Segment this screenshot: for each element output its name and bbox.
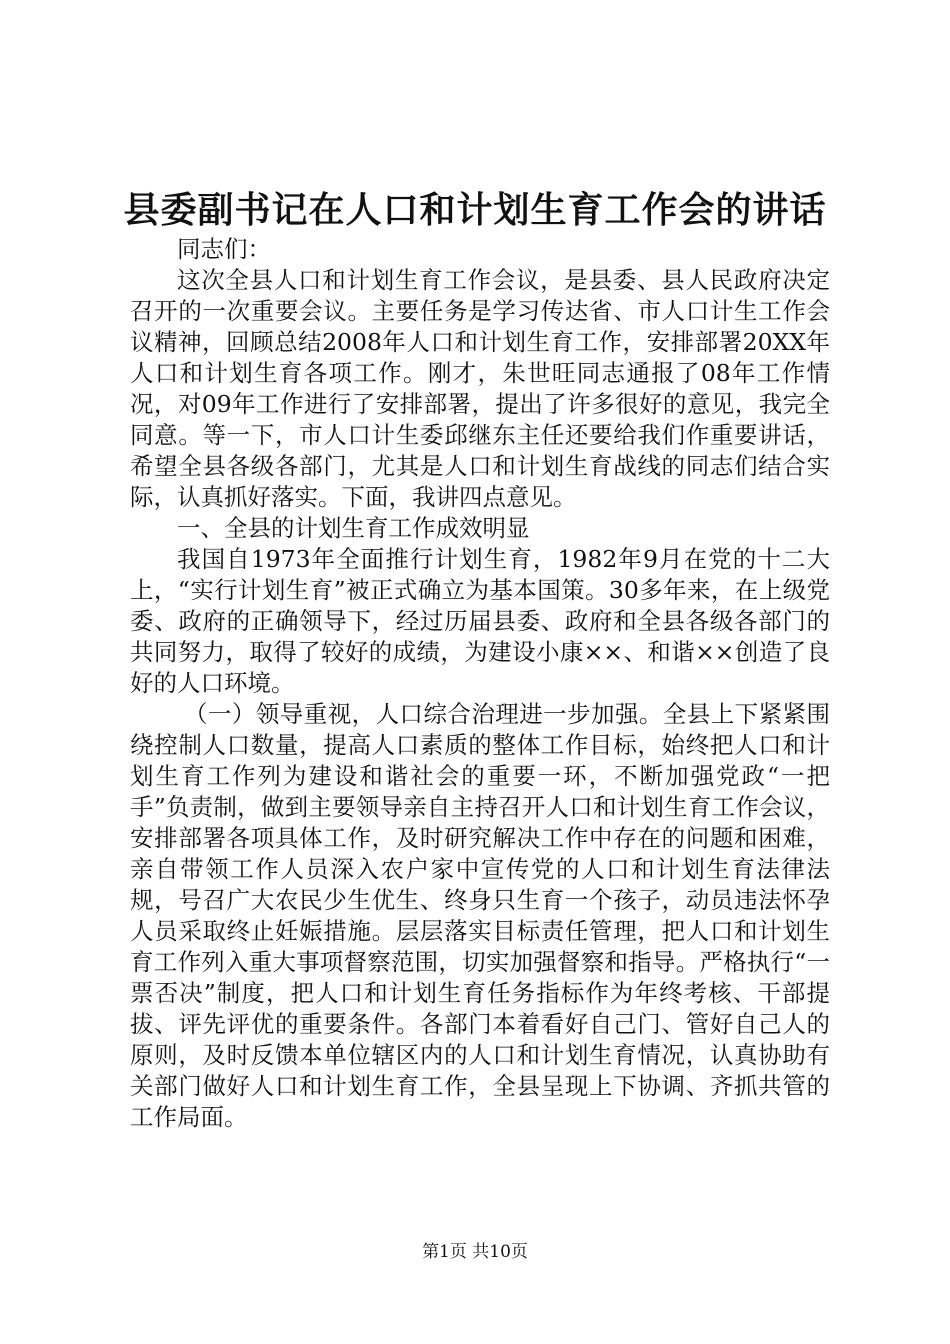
salutation: 同志们： xyxy=(177,235,271,263)
page-number: 第1页 共10页 xyxy=(422,1242,528,1262)
section-heading-1: 一、全县的计划生育工作成效明显 xyxy=(177,514,530,542)
paragraph-intro: 这次全县人口和计划生育工作会议，是县委、县人民政府决定召开的一次重要会议。主要任务是学习传达省、市人口计生工作会议精神，回顾总结2008年人口和计划生育工作，安排部署20XX年人口和计划生育各项工作。刚才，朱世旺同志通报了08年工作情况，对09年工作进行了安排部署，提出了许多很好的意见，我完全同意。等一下，市人口计生委邱继东主任还要给我们作重要讲话，希望全县各级各部门，尤其是人口和计划生育战线的同志们结合实际，认真抓好落实。下面，我讲四点意见。 xyxy=(130,266,830,511)
paragraph-leadership: （一）领导重视，人口综合治理进一步加强。全县上下紧紧围绕控制人口数量，提高人口素质的整体工作目标，始终把人口和计划生育工作列为建设和谐社会的重要一环，不断加强党政“一把手”负责制，做到主要领导亲自主持召开人口和计划生育工作会议，安排部署各项具体工作，及时研究解决工作中存在的问题和困难，亲自带领工作人员深入农户家中宣传党的人口和计划生育法律法规，号召广大农民少生优生、终身只生育一个孩子，动员违法怀孕人员采取终止妊娠措施。层层落实目标责任管理，把人口和计划生育工作列入重大事项督察范围，切实加强督察和指导。严格执行“一票否决”制度，把人口和计划生育任务指标作为年终考核、干部提拔、评先评优的重要条件。各部门本着看好自己门、管好自己人的原则，及时反馈本单位辖区内的人口和计划生育情况，认真协助有关部门做好人口和计划生育工作，全县呈现上下协调、齐抓共管的工作局面。 xyxy=(130,700,830,1131)
document-title: 县委副书记在人口和计划生育工作会的讲话 xyxy=(123,189,827,231)
document-body xyxy=(130,234,830,1133)
paragraph-history: 我国自1973年全面推行计划生育，1982年9月在党的十二大上，“实行计划生育”被正式确立为基本国策。30多年来，在上级党委、政府的正确领导下，经过历届县委、政府和全县各级各部门的共同努力，取得了较好的成绩，为建设小康××、和谐××创造了良好的人口环境。 xyxy=(130,545,830,697)
